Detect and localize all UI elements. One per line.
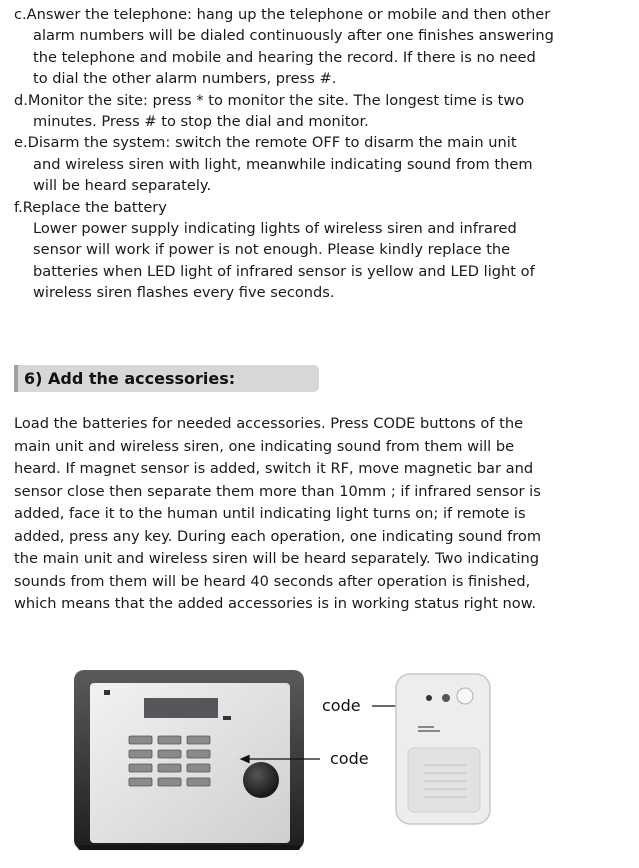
- paragraph-line-1: Load the batteries for needed accessories. Press CODE buttons of the: [14, 415, 524, 432]
- step-f: [14, 197, 634, 304]
- step-f-line-5: wireless siren flashes every five seconds.: [33, 284, 335, 302]
- siren-small-print: [418, 726, 434, 728]
- paragraph-line-8: sounds from them will be heard 40 seconds after operation is finished,: [14, 572, 531, 590]
- siren-small-print-2: [418, 730, 440, 732]
- main-unit-base: [78, 845, 300, 850]
- main-unit-logo-mark: [104, 690, 110, 695]
- siren-speaker-panel: [408, 748, 480, 812]
- step-d-line-2: minutes. Press # to stop the dial and monitor.: [33, 113, 369, 131]
- step-e-line-1: e.Disarm the system: switch the remote OFF to disarm the main unit: [14, 134, 517, 152]
- step-c-line-2: alarm numbers will be dialed continuously after one finishes answering: [33, 27, 554, 45]
- code-label-top: code: [322, 696, 361, 715]
- main-unit: [74, 670, 304, 850]
- speaker-knob: [243, 762, 279, 798]
- step-c-line-3: the telephone and mobile and hearing the record. If there is no need: [33, 48, 536, 66]
- step-e: [14, 132, 634, 196]
- accessories-paragraph: [14, 413, 634, 616]
- code-label-bottom: code: [330, 749, 369, 768]
- step-e-line-2: and wireless siren with light, meanwhile indicating sound from them: [33, 155, 533, 173]
- paragraph-line-9: which means that the added accessories is in working status right now.: [14, 595, 536, 612]
- paragraph-line-4: sensor close then separate them more than 10mm ; if infrared sensor is: [14, 482, 541, 500]
- step-c: [14, 4, 634, 90]
- siren-code-button: [426, 695, 432, 701]
- paragraph-line-6: added, press any key. During each operation, one indicating sound from: [14, 527, 542, 545]
- lcd-display: [144, 698, 218, 718]
- section-header-bar: [14, 365, 18, 392]
- section-header: [14, 365, 319, 392]
- step-f-line-3: sensor will work if power is not enough. Please kindly replace the: [33, 241, 511, 259]
- wireless-siren: [396, 674, 490, 824]
- instruction-steps: [14, 4, 634, 304]
- code-button-main: [223, 716, 231, 720]
- step-f-line-1: f.Replace the battery: [14, 198, 167, 216]
- step-f-line-4: batteries when LED light of infrared sensor is yellow and LED light of: [33, 262, 535, 280]
- paragraph-line-7: the main unit and wireless siren will be heard separately. Two indicating: [14, 550, 540, 567]
- accessories-figure: [0, 650, 639, 860]
- step-c-line-4: to dial the other alarm numbers, press #.: [33, 70, 337, 88]
- step-d: [14, 90, 634, 133]
- paragraph-line-3: heard. If magnet sensor is added, switch it RF, move magnetic bar and: [14, 460, 534, 477]
- step-f-line-2: Lower power supply indicating lights of wireless siren and infrared: [33, 220, 517, 238]
- section-title: 6) Add the accessories:: [24, 369, 236, 388]
- step-e-line-3: will be heard separately.: [33, 177, 212, 195]
- step-c-line-1: c.Answer the telephone: hang up the telephone or mobile and then other: [14, 6, 551, 23]
- step-d-line-1: d.Monitor the site: press * to monitor the site. The longest time is two: [14, 91, 525, 109]
- paragraph-line-2: main unit and wireless siren, one indicating sound from them will be: [14, 437, 515, 455]
- siren-seal-icon: [457, 688, 473, 704]
- siren-led: [442, 694, 450, 702]
- paragraph-line-5: added, face it to the human until indicating light turns on; if remote is: [14, 505, 526, 522]
